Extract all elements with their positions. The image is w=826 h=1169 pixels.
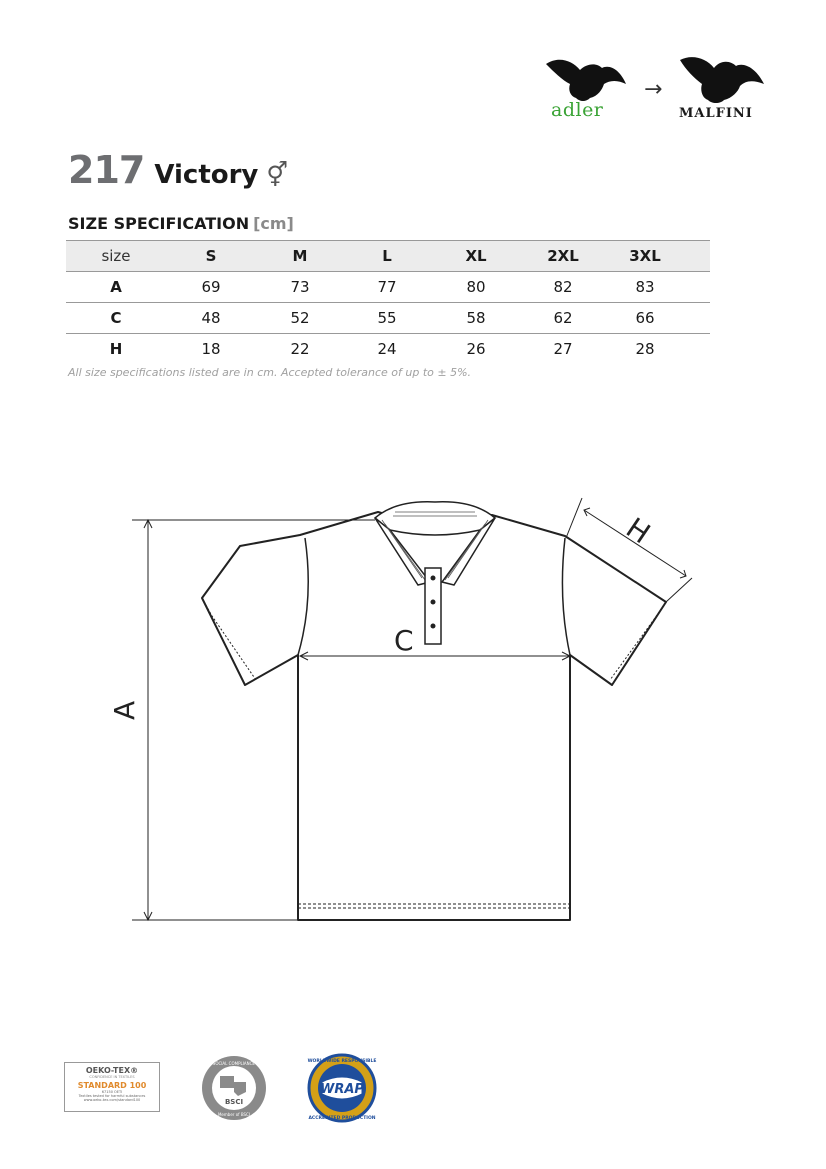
malfini-wordmark: MALFINI [679,106,753,121]
product-title [68,148,288,192]
table-cell: 27 [553,340,573,358]
oeko-tex-standard: STANDARD 100 [77,1081,147,1090]
dimension-a-label: A [108,700,141,720]
table-cell: 73 [290,278,310,296]
row-label: A [110,278,122,296]
table-row [66,272,710,303]
polo-shirt-diagram [100,490,720,940]
table-cell: 80 [466,278,486,296]
product-name: Victory [154,160,259,190]
wrap-top-text: WORLDWIDE RESPONSIBLE [307,1059,377,1064]
table-cell: 82 [553,278,573,296]
column-spacer [686,241,710,272]
bsci-member-text: Member of BSCI [217,1112,251,1117]
table-cell: 69 [201,278,221,296]
column-header: 2XL [547,247,579,265]
column-header-size: size [101,247,131,265]
table-cell: 83 [635,278,655,296]
table-cell: 24 [377,340,397,358]
table-cell: 52 [290,309,310,327]
wrap-label: WRAP [320,1082,364,1097]
tolerance-note: All size specifications listed are in cm. Accepted tolerance of up to ± 5%. [68,366,472,379]
size-table-header [66,241,710,272]
bsci-label: BSCI [224,1098,244,1106]
bsci-badge [191,1054,277,1122]
table-cell: 28 [635,340,655,358]
row-label: C [110,309,122,327]
column-header: S [205,247,217,265]
size-spec-unit: [cm] [253,214,294,233]
oeko-tex-name: OEKO-TEX® [85,1066,139,1075]
table-cell: 58 [466,309,486,327]
table-cell: 77 [377,278,397,296]
table-row [66,334,710,365]
wrap-bottom-text: ACCREDITED PRODUCTION [308,1116,376,1121]
dimension-a [132,520,375,920]
oeko-tex-code: 67150 OETI [101,1090,123,1094]
oeko-tex-url: www.oeko-tex.com/standard100 [83,1098,141,1102]
adler-wordmark: adler [551,99,604,121]
oeko-tex-tested: Textiles tested for harmful substances [78,1094,146,1098]
oeko-tex-subtitle: CONFIDENCE IN TEXTILES [89,1075,135,1079]
dimension-c-label: C [394,624,414,657]
dimension-c [300,652,570,660]
product-number: 217 [68,148,145,192]
table-cell: 48 [201,309,221,327]
column-header: M [292,247,308,265]
size-spec-heading [68,214,294,233]
table-cell: 66 [635,309,655,327]
table-cell: 62 [553,309,573,327]
dimension-h-label: H [620,511,657,551]
unisex-icon: ⚥ [266,161,289,189]
column-header: L [382,247,392,265]
table-cell: 22 [290,340,310,358]
eagle-icon [546,60,626,101]
oeko-tex-badge [64,1062,160,1112]
bsci-ring-text: BUSINESS SOCIAL COMPLIANCE INITIATIVE [191,1061,277,1066]
row-label: H [109,340,123,358]
column-header: 3XL [629,247,661,265]
eagle-icon [680,57,764,103]
table-row [66,303,710,334]
table-cell: 55 [377,309,397,327]
arrow-icon: → [644,77,663,102]
table-cell: 26 [466,340,486,358]
table-cell: 18 [201,340,221,358]
size-table [66,240,710,364]
wrap-badge [304,1052,380,1124]
column-header: XL [465,247,487,265]
size-spec-title: SIZE SPECIFICATION [68,214,250,233]
